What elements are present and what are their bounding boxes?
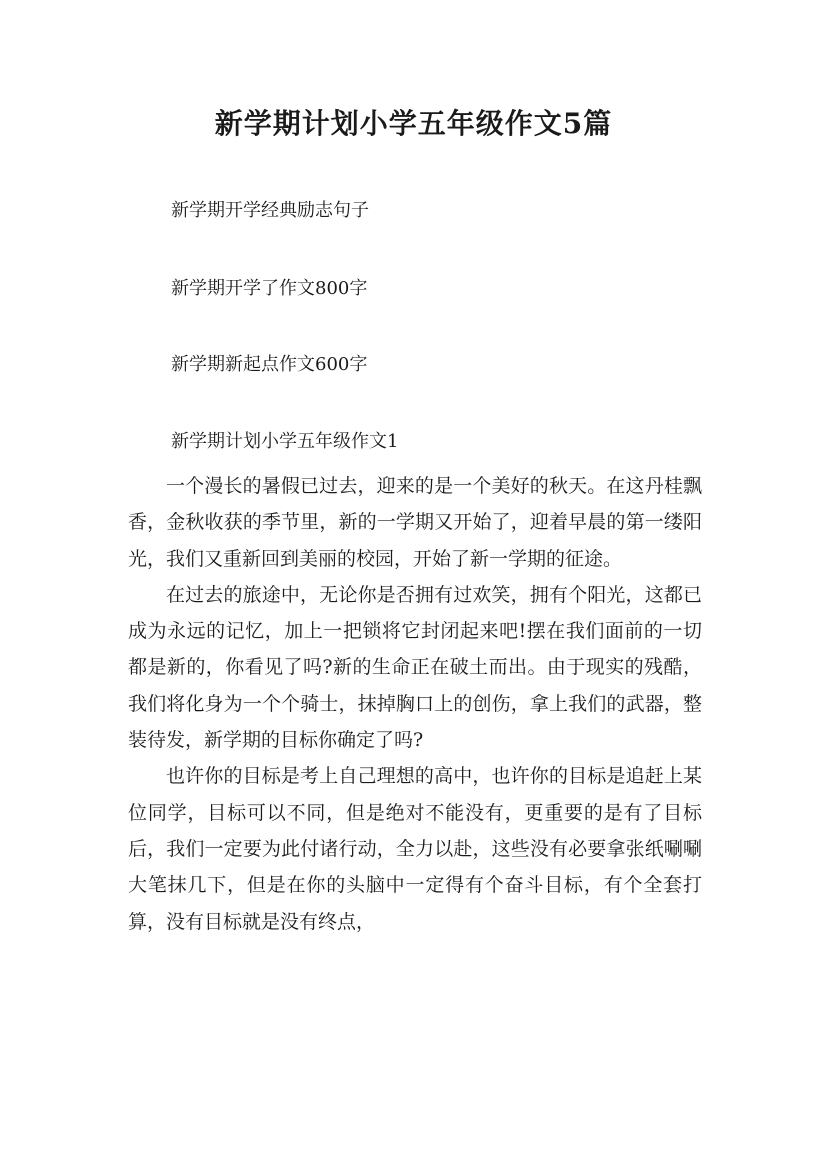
related-link[interactable]: 新学期开学了作文800字 [171,278,368,299]
related-link[interactable]: 新学期开学经典励志句子 [171,200,369,221]
paragraph: 也许你的目标是考上自己理想的高中，也许你的目标是追赶上某位同学，目标可以不同，但是绝对不能没有，更重要的是有了目标后，我们一定要为此付诸行动，全力以赴，这些没有必要拿张纸唰唰大笔抹几下，但是在你的头脑中一定得有个奋斗目标，有个全套打算，没有目标就是没有终点， [128,765,702,933]
document-title: 新学期计划小学五年级作文5篇 [214,107,613,140]
article-body [128,468,702,940]
related-links-list [171,352,731,378]
related-link[interactable]: 新学期新起点作文600字 [171,354,368,375]
related-links-list [171,276,731,302]
article-heading: 新学期计划小学五年级作文1 [171,431,399,452]
paragraph: 在过去的旅途中，无论你是否拥有过欢笑，拥有个阳光，这都已成为永远的记忆，加上一把锁将它封闭起来吧!摆在我们面前的一切都是新的，你看见了吗?新的生命正在破土而出。由于现实的残酷，我们将化身为一个个骑士，抹掉胸口上的创伤，拿上我们的武器，整装待发，新学期的目标你确定了吗? [128,583,702,752]
related-links-list [171,198,731,224]
paragraph: 一个漫长的暑假已过去，迎来的是一个美好的秋天。在这丹桂飘香，金秋收获的季节里，新的一学期又开始了，迎着早晨的第一缕阳光，我们又重新回到美丽的校园，开始了新一学期的征途。 [128,475,702,570]
